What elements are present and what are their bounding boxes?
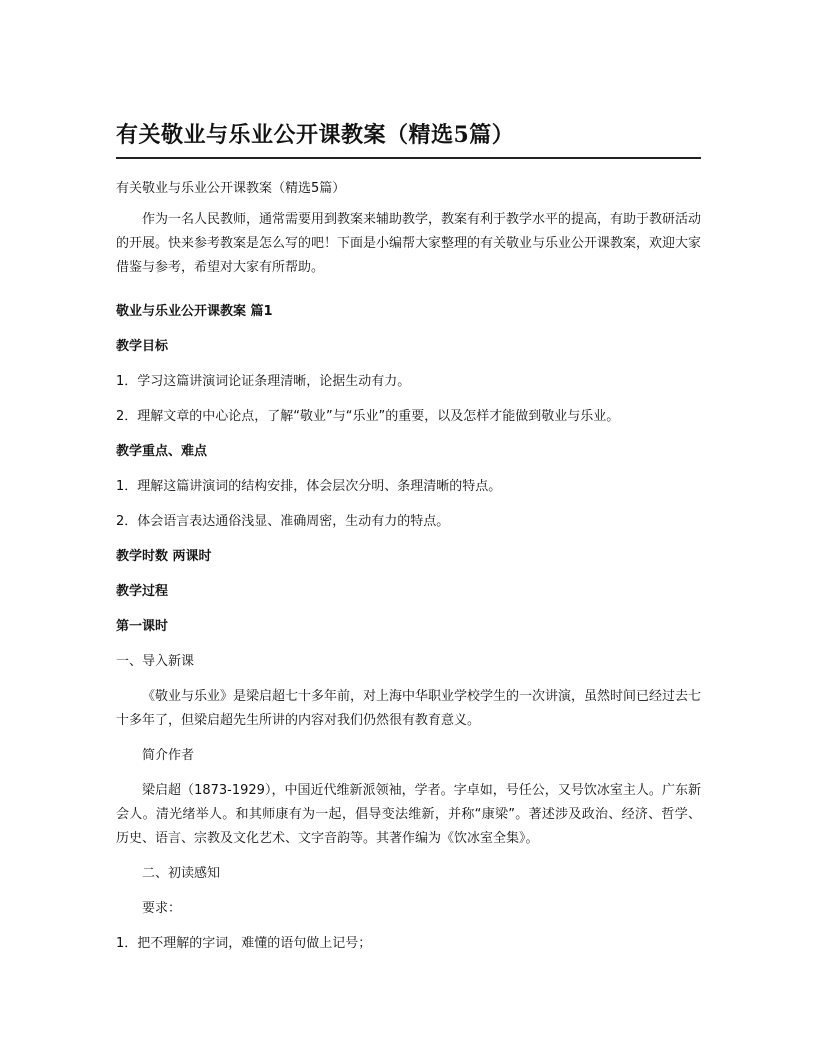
title-divider	[116, 157, 701, 159]
lesson-heading: 第一课时	[116, 619, 169, 634]
key-point-item-1: 1．理解这篇讲演词的结构安排，体会层次分明、条理清晰的特点。	[116, 479, 502, 494]
author-paragraph: 梁启超（1873-1929），中国近代维新派领袖，学者。字卓如，号任公，又号饮冰室主人。广东新会人。清光绪举人。和其师康有为一起，倡导变法维新，并称“康梁”。著述涉及政治、经济、哲学、历史、语言、宗教及文化艺术、文字音韵等。其著作编为《饮冰室全集》。	[116, 783, 701, 846]
intro-paragraph: 作为一名人民教师，通常需要用到教案来辅助教学，教案有利于教学水平的提高，有助于教研活动的开展。快来参考教案是怎么写的吧！下面是小编帮大家整理的有关敬业与乐业公开课教案，欢迎大家借鉴与参考，希望对大家有所帮助。	[116, 212, 702, 275]
requirement-item-1: 1．把不理解的字词，难懂的语句做上记号；	[116, 936, 372, 951]
requirement-label: 要求：	[142, 901, 182, 916]
part-two-heading: 二、初读感知	[142, 866, 221, 881]
goal-item-1: 1．学习这篇讲演词论证条理清晰，论据生动有力。	[116, 374, 411, 389]
author-heading: 简介作者	[142, 748, 195, 763]
key-point-item-2: 2．体会语言表达通俗浅显、准确周密，生动有力的特点。	[116, 514, 450, 529]
part-one-heading: 一、导入新课	[116, 654, 195, 669]
goal-item-2: 2．理解文章的中心论点，了解“敬业”与“乐业”的重要，以及怎样才能做到敬业与乐业。	[116, 409, 620, 424]
document-subtitle: 有关敬业与乐业公开课教案（精选5篇）	[116, 181, 346, 196]
key-points-heading: 教学重点、难点	[116, 444, 208, 459]
document-title: 有关敬业与乐业公开课教案（精选5篇）	[116, 122, 515, 148]
document-body	[116, 177, 701, 956]
process-heading: 教学过程	[116, 584, 169, 599]
class-hours: 教学时数 两课时	[116, 549, 212, 564]
goals-heading: 教学目标	[116, 339, 169, 354]
part-one-paragraph: 《敬业与乐业》是梁启超七十多年前，对上海中华职业学校学生的一次讲演，虽然时间已经过去七十多年了，但梁启超先生所讲的内容对我们仍然很有教育意义。	[116, 689, 702, 728]
section-heading: 敬业与乐业公开课教案 篇1	[116, 304, 273, 319]
